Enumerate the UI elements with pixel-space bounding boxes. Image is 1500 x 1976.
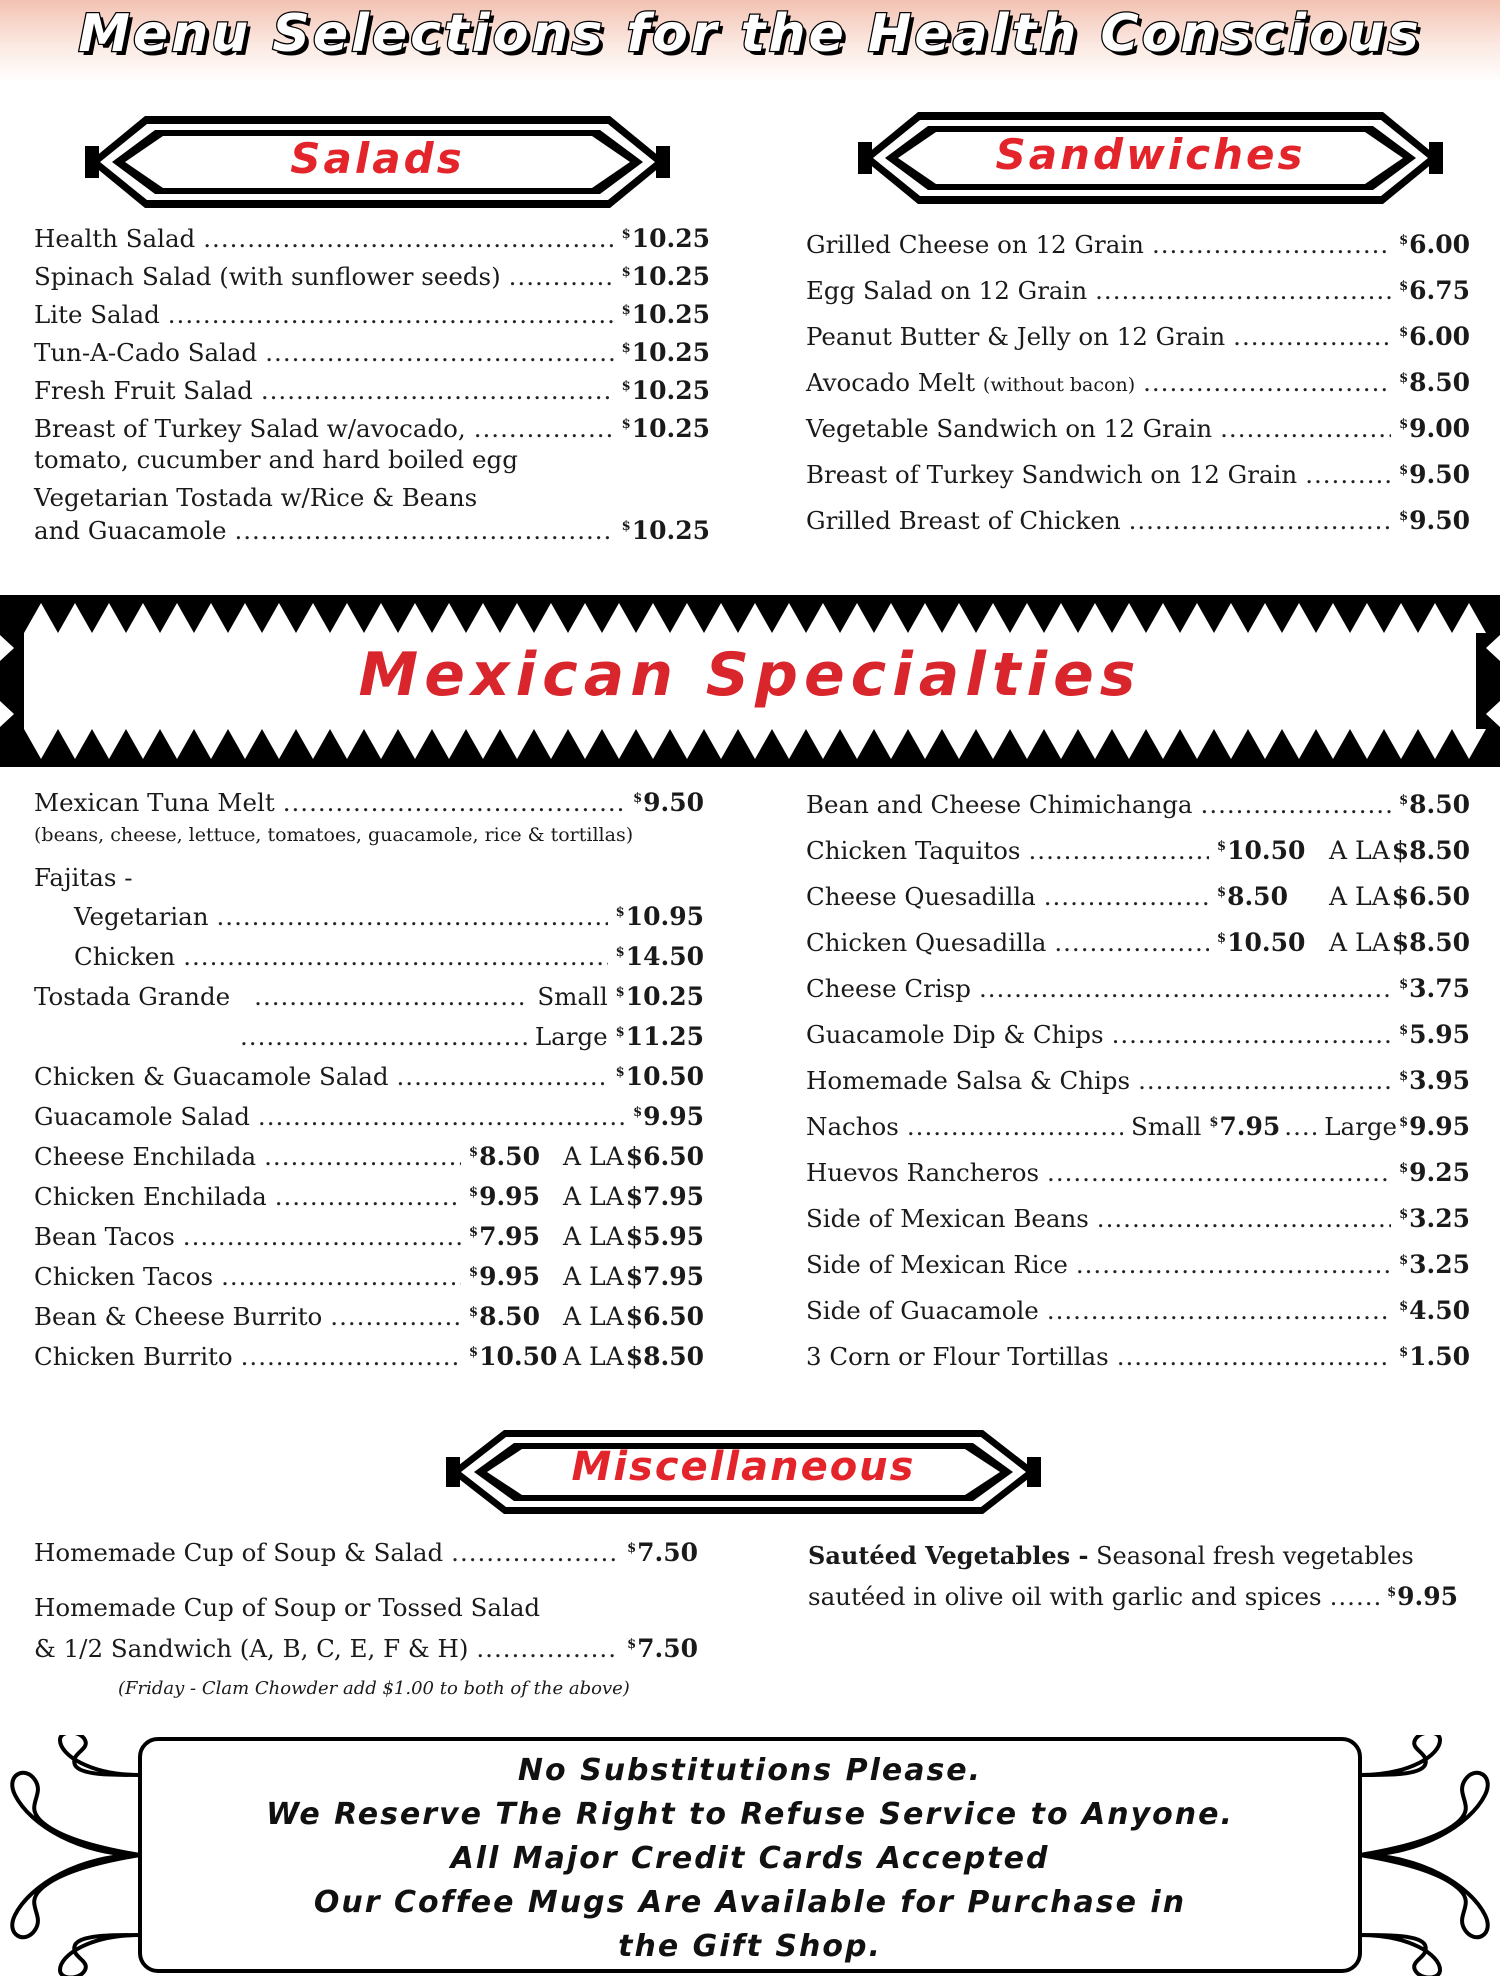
item-name: 3 Corn or Flour Tortillas (806, 1342, 1109, 1371)
item-price: $9.25 (1399, 1158, 1470, 1187)
salad-item (34, 340, 710, 366)
leader-dots (241, 1345, 461, 1370)
sandwich-item (806, 508, 1470, 534)
leader-dots (221, 1265, 461, 1290)
item-price: $3.75 (1399, 974, 1470, 1003)
sandwich-item (806, 416, 1470, 442)
item-price: $10.25 (621, 414, 710, 443)
item-name: Fresh Fruit Salad (34, 376, 253, 405)
item-name: Spinach Salad (with sunflower seeds) (34, 262, 501, 291)
item-name: Guacamole Salad (34, 1102, 250, 1131)
item-price: $6.00 (1399, 230, 1470, 259)
ala-label: A LA (563, 1142, 624, 1171)
mexican-item (34, 1064, 704, 1090)
leader-dots (283, 791, 625, 816)
leader-dots (1047, 1161, 1391, 1186)
leader-dots (168, 303, 614, 328)
notice-line: No Substitutions Please. (517, 1753, 983, 1788)
mexican-item (806, 1114, 1470, 1140)
item-price: $3.95 (1399, 1066, 1470, 1095)
leader-dots (254, 985, 529, 1010)
item-price: $10.25 (621, 338, 710, 367)
mexican-item (806, 930, 1470, 956)
sandwich-item (806, 232, 1470, 258)
mexican-item (34, 1304, 704, 1330)
leader-dots (1029, 839, 1210, 864)
item-name: Chicken Tacos (34, 1262, 214, 1291)
item-price: $5.95 (1399, 1020, 1470, 1049)
mexican-item (806, 1344, 1470, 1370)
item-price: $9.95 (469, 1262, 540, 1291)
item-note: (without bacon) (982, 374, 1136, 396)
leader-dots (217, 905, 608, 930)
mexican-specialties-heading: Mexican Specialties (358, 640, 1142, 710)
mexican-item (806, 838, 1470, 864)
misc-item (34, 1540, 698, 1566)
item-name: Side of Guacamole (806, 1296, 1039, 1325)
ala-label: A LA (563, 1302, 624, 1331)
item-name: Homemade Cup of Soup or Tossed Salad (34, 1593, 541, 1622)
item-price: $6.75 (1399, 276, 1470, 305)
leader-dots (1044, 885, 1209, 910)
ala-price: $8.50 (1391, 928, 1470, 957)
item-name: Vegetarian (74, 902, 209, 931)
sandwiches-heading-plaque (858, 108, 1443, 208)
leader-dots (264, 1145, 461, 1170)
item-price: $8.50 (1399, 790, 1470, 819)
mexican-item (806, 1160, 1470, 1186)
leader-dots (275, 1185, 461, 1210)
mexican-item (240, 1024, 704, 1050)
item-name: Breast of Turkey Salad w/avocado, (34, 414, 466, 443)
mexican-item (806, 792, 1470, 818)
item-name: Guacamole Dip & Chips (806, 1020, 1104, 1049)
size-label: Small (1131, 1112, 1202, 1141)
item-name: Egg Salad on 12 Grain (806, 276, 1088, 305)
leader-dots (240, 1025, 527, 1050)
ala-label: A LA (1329, 836, 1390, 865)
leader-dots (1112, 1023, 1392, 1048)
page-title: Menu Selections for the Health Conscious (78, 4, 1422, 64)
item-name: Chicken Burrito (34, 1342, 233, 1371)
leader-dots (1284, 1115, 1320, 1140)
leader-dots (1152, 233, 1391, 258)
item-name: Grilled Breast of Chicken (806, 506, 1121, 535)
item-name: Chicken & Guacamole Salad (34, 1062, 389, 1091)
mexican-item (34, 984, 704, 1010)
notice-line: All Major Credit Cards Accepted (450, 1841, 1050, 1876)
sandwich-item (806, 370, 1470, 396)
leader-dots (1220, 417, 1391, 442)
item-price: $10.50 (1217, 928, 1306, 957)
item-price: $10.95 (615, 902, 704, 931)
item-price: $7.50 (627, 1538, 698, 1567)
mexican-item (806, 1298, 1470, 1324)
item-note: (beans, cheese, lettuce, tomatoes, guacamole, rice & tortillas) (34, 824, 634, 846)
item-name: Vegetarian Tostada w/Rice & Beans (34, 483, 478, 512)
leader-dots (451, 1541, 619, 1566)
mexican-item (34, 1144, 704, 1170)
misc-item (808, 1584, 1458, 1610)
leader-dots (234, 519, 613, 544)
mexican-item (34, 790, 704, 816)
size-label: Large (534, 1022, 608, 1051)
item-name: Health Salad (34, 224, 196, 253)
misc-item (34, 1636, 698, 1662)
misc-heading: Miscellaneous (571, 1444, 916, 1490)
item-price: $14.50 (615, 942, 704, 971)
leader-dots (265, 341, 613, 366)
item-price: $10.50 (469, 1342, 558, 1371)
fajitas-label: Fajitas - (34, 863, 133, 892)
leader-dots (183, 945, 607, 970)
item-name: Side of Mexican Beans (806, 1204, 1089, 1233)
misc-heading-plaque (446, 1426, 1041, 1518)
notice-line: the Gift Shop. (618, 1929, 882, 1964)
leader-dots (1143, 371, 1391, 396)
item-name: Cheese Crisp (806, 974, 971, 1003)
sauteed-bold-label: Sautéed Vegetables - (808, 1541, 1089, 1570)
salads-heading: Salads (290, 134, 465, 183)
mexican-item (34, 1104, 704, 1130)
ala-price: $7.95 (625, 1262, 704, 1291)
item-name: Peanut Butter & Jelly on 12 Grain (806, 322, 1226, 351)
ala-price: $7.95 (625, 1182, 704, 1211)
ala-price: $5.95 (625, 1222, 704, 1251)
item-price: $9.50 (1399, 506, 1470, 535)
item-price: $10.25 (621, 262, 710, 291)
item-name: & 1/2 Sandwich (A, B, C, E, F & H) (34, 1634, 469, 1663)
leader-dots (258, 1105, 625, 1130)
item-price: $8.50 (1217, 882, 1288, 911)
salad-item (34, 226, 710, 252)
leader-dots (1047, 1299, 1391, 1324)
item-name: Nachos (806, 1112, 899, 1141)
leader-dots (979, 977, 1391, 1002)
mexican-item (806, 1022, 1470, 1048)
leader-dots (509, 265, 614, 290)
leader-dots (907, 1115, 1123, 1140)
leader-dots (261, 379, 614, 404)
item-price: $9.95 (633, 1102, 704, 1131)
item-price: $8.50 (469, 1142, 540, 1171)
sandwich-item (806, 278, 1470, 304)
size-label: Small (537, 982, 608, 1011)
ala-label: A LA (1329, 882, 1390, 911)
item-price: $9.00 (1399, 414, 1470, 443)
item-name: Mexican Tuna Melt (34, 788, 275, 817)
leader-dots (330, 1305, 461, 1330)
item-name: and Guacamole (34, 516, 227, 545)
item-price: $9.50 (633, 788, 704, 817)
item-price: $10.25 (621, 376, 710, 405)
friday-note: (Friday - Clam Chowder add $1.00 to both of the above) (118, 1678, 630, 1699)
leader-dots (474, 417, 614, 442)
item-name: Avocado Melt (806, 368, 976, 397)
item-name: Chicken (74, 942, 176, 971)
item-name: Bean & Cheese Burrito (34, 1302, 323, 1331)
mexican-item (34, 1344, 704, 1370)
leader-dots (1330, 1585, 1379, 1610)
mexican-item (806, 976, 1470, 1002)
item-price: $10.50 (615, 1062, 704, 1091)
item-name: sautéed in olive oil with garlic and spices (808, 1582, 1322, 1611)
item-price: $4.50 (1399, 1296, 1470, 1325)
ala-price: $8.50 (625, 1342, 704, 1371)
salad-item (34, 416, 710, 442)
ala-price: $8.50 (1391, 836, 1470, 865)
item-name: Cheese Quesadilla (806, 882, 1036, 911)
leader-dots (1201, 793, 1392, 818)
item-name: Chicken Quesadilla (806, 928, 1047, 957)
leader-dots (1076, 1253, 1391, 1278)
ala-label: A LA (563, 1262, 624, 1291)
notice-line: Our Coffee Mugs Are Available for Purchase in (313, 1885, 1187, 1920)
size-label: Large (1324, 1112, 1398, 1141)
ala-price: $6.50 (1391, 882, 1470, 911)
item-description: tomato, cucumber and hard boiled egg (34, 445, 518, 474)
leader-dots (1054, 931, 1209, 956)
item-price: $11.25 (615, 1022, 704, 1051)
mexican-item (806, 1068, 1470, 1094)
salad-item (34, 378, 710, 404)
mexican-item (806, 884, 1470, 910)
salad-item (34, 518, 710, 544)
leader-dots (183, 1225, 461, 1250)
item-name: Vegetable Sandwich on 12 Grain (806, 414, 1213, 443)
sandwich-item (806, 462, 1470, 488)
sandwich-item (806, 324, 1470, 350)
leader-dots (203, 227, 613, 252)
mexican-item (74, 944, 704, 970)
item-price: $7.95 (1209, 1112, 1281, 1141)
leader-dots (1129, 509, 1391, 534)
item-price: $3.25 (1399, 1204, 1470, 1233)
item-price: $7.50 (627, 1634, 698, 1663)
leader-dots (1305, 463, 1391, 488)
item-name: Huevos Rancheros (806, 1158, 1040, 1187)
leader-dots (476, 1637, 619, 1662)
item-price: $10.25 (615, 982, 704, 1011)
item-name: Tostada Grande (34, 982, 231, 1011)
mexican-item (34, 1224, 704, 1250)
item-price: $3.25 (1399, 1250, 1470, 1279)
ala-price: $6.50 (625, 1302, 704, 1331)
item-price: $9.50 (1399, 460, 1470, 489)
item-name: Breast of Turkey Sandwich on 12 Grain (806, 460, 1298, 489)
sauteed-title (808, 1541, 1414, 1570)
item-name: Grilled Cheese on 12 Grain (806, 230, 1144, 259)
salads-heading-plaque (85, 112, 670, 212)
item-name: Homemade Salsa & Chips (806, 1066, 1131, 1095)
salad-item (34, 264, 710, 290)
item-name: Lite Salad (34, 300, 160, 329)
ala-label: A LA (563, 1182, 624, 1211)
item-name: Side of Mexican Rice (806, 1250, 1068, 1279)
ala-price: $6.50 (625, 1142, 704, 1171)
item-name: Chicken Taquitos (806, 836, 1021, 865)
mexican-item (806, 1206, 1470, 1232)
item-name: Chicken Enchilada (34, 1182, 267, 1211)
item-name: Cheese Enchilada (34, 1142, 257, 1171)
leader-dots (1233, 325, 1391, 350)
item-price: $9.95 (1387, 1582, 1458, 1611)
mexican-item (74, 904, 704, 930)
ala-label: A LA (563, 1222, 624, 1251)
item-name: Homemade Cup of Soup & Salad (34, 1538, 444, 1567)
item-price: $10.25 (621, 300, 710, 329)
ala-label: A LA (1329, 928, 1390, 957)
item-price: $9.95 (1399, 1112, 1470, 1141)
item-price: $7.95 (469, 1222, 540, 1251)
item-price: $8.50 (1399, 368, 1470, 397)
item-name: Tun-A-Cado Salad (34, 338, 258, 367)
leader-dots (1097, 1207, 1391, 1232)
item-price: $10.25 (621, 516, 710, 545)
salad-item (34, 302, 710, 328)
leader-dots (1138, 1069, 1391, 1094)
mexican-item (34, 1184, 704, 1210)
item-price: $9.95 (469, 1182, 540, 1211)
item-price: $10.50 (1217, 836, 1306, 865)
item-price: $1.50 (1399, 1342, 1470, 1371)
item-name: Bean Tacos (34, 1222, 175, 1251)
ala-label: A LA (563, 1342, 624, 1371)
item-price: $8.50 (469, 1302, 540, 1331)
sauteed-description: Seasonal fresh vegetables (1096, 1542, 1414, 1570)
mexican-item (806, 1252, 1470, 1278)
mexican-item (34, 1264, 704, 1290)
leader-dots (1095, 279, 1391, 304)
sandwiches-heading: Sandwiches (995, 130, 1306, 179)
item-name: Bean and Cheese Chimichanga (806, 790, 1193, 819)
leader-dots (397, 1065, 608, 1090)
notice-line: We Reserve The Right to Refuse Service to Anyone. (266, 1797, 1234, 1832)
item-price: $10.25 (621, 224, 710, 253)
item-price: $6.00 (1399, 322, 1470, 351)
leader-dots (1117, 1345, 1391, 1370)
